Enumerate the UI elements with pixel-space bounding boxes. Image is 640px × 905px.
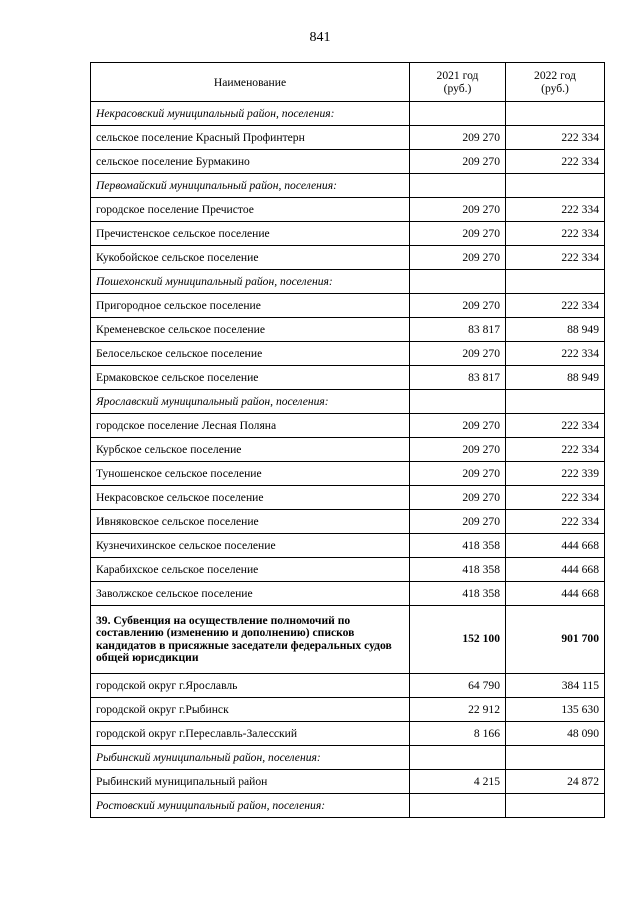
table-row xyxy=(91,462,605,486)
row-value-2021: 209 270 xyxy=(410,438,506,462)
row-name: Карабихское сельское поселение xyxy=(91,558,410,582)
row-value-2022: 384 115 xyxy=(506,674,605,698)
row-value-2022: 222 334 xyxy=(506,126,605,150)
row-value-2021: 209 270 xyxy=(410,294,506,318)
table-row xyxy=(91,534,605,558)
row-name: городское поселение Лесная Поляна xyxy=(91,414,410,438)
row-name: городской округ г.Рыбинск xyxy=(91,698,410,722)
budget-table xyxy=(90,62,605,818)
row-name: 39. Субвенция на осуществление полномочий по составлению (изменению и дополнению) списков кандидатов в присяжные заседатели федеральных судов общей юрисдикции xyxy=(91,606,410,674)
row-name: Рыбинский муниципальный район, поселения: xyxy=(91,746,410,770)
row-name: Рыбинский муниципальный район xyxy=(91,770,410,794)
table-row xyxy=(91,222,605,246)
header-name: Наименование xyxy=(91,63,410,102)
table-row xyxy=(91,674,605,698)
group-header-row xyxy=(91,794,605,818)
row-value-2022: 444 668 xyxy=(506,558,605,582)
row-value-2021: 209 270 xyxy=(410,126,506,150)
row-name: Ивняковское сельское поселение xyxy=(91,510,410,534)
table-row xyxy=(91,414,605,438)
table-row xyxy=(91,246,605,270)
row-value-2022: 88 949 xyxy=(506,366,605,390)
table-row xyxy=(91,318,605,342)
table-row xyxy=(91,198,605,222)
group-header-row xyxy=(91,174,605,198)
table-row xyxy=(91,770,605,794)
row-value-2021: 209 270 xyxy=(410,246,506,270)
section-total-row xyxy=(91,606,605,674)
row-value-2022: 444 668 xyxy=(506,582,605,606)
row-name: Пошехонский муниципальный район, поселения: xyxy=(91,270,410,294)
page-number: 841 xyxy=(309,30,331,45)
row-value-2021 xyxy=(410,794,506,818)
table-row xyxy=(91,126,605,150)
row-value-2022: 24 872 xyxy=(506,770,605,794)
row-value-2021: 209 270 xyxy=(410,486,506,510)
row-name: Туношенское сельское поселение xyxy=(91,462,410,486)
table-body xyxy=(91,102,605,818)
row-name: Кукобойское сельское поселение xyxy=(91,246,410,270)
row-value-2022: 222 334 xyxy=(506,246,605,270)
row-name: Пречистенское сельское поселение xyxy=(91,222,410,246)
row-name: сельское поселение Красный Профинтерн xyxy=(91,126,410,150)
row-name: городской округ г.Ярославль xyxy=(91,674,410,698)
group-header-row xyxy=(91,390,605,414)
row-name: Заволжское сельское поселение xyxy=(91,582,410,606)
header-2022-year: 2022 год xyxy=(534,69,576,82)
row-value-2022: 88 949 xyxy=(506,318,605,342)
table-row xyxy=(91,698,605,722)
group-header-row xyxy=(91,746,605,770)
row-name: Кременевское сельское поселение xyxy=(91,318,410,342)
row-value-2021: 209 270 xyxy=(410,150,506,174)
header-2021 xyxy=(410,63,506,102)
table-row xyxy=(91,366,605,390)
group-header-row xyxy=(91,270,605,294)
row-value-2021 xyxy=(410,746,506,770)
row-value-2022 xyxy=(506,174,605,198)
row-value-2022: 222 334 xyxy=(506,342,605,366)
header-2022-unit: (руб.) xyxy=(541,82,569,95)
row-name: Некрасовский муниципальный район, поселения: xyxy=(91,102,410,126)
row-value-2021: 83 817 xyxy=(410,366,506,390)
row-value-2022: 444 668 xyxy=(506,534,605,558)
row-value-2021: 8 166 xyxy=(410,722,506,746)
row-name: Ярославский муниципальный район, поселения: xyxy=(91,390,410,414)
row-value-2022 xyxy=(506,270,605,294)
row-value-2021 xyxy=(410,102,506,126)
row-name: Белосельское сельское поселение xyxy=(91,342,410,366)
table-row xyxy=(91,722,605,746)
row-value-2022: 222 334 xyxy=(506,150,605,174)
row-value-2022: 48 090 xyxy=(506,722,605,746)
table-row xyxy=(91,582,605,606)
row-value-2021: 209 270 xyxy=(410,198,506,222)
table-header xyxy=(91,63,605,102)
row-value-2021 xyxy=(410,270,506,294)
row-value-2022: 222 334 xyxy=(506,294,605,318)
row-value-2022 xyxy=(506,102,605,126)
row-value-2021: 209 270 xyxy=(410,414,506,438)
table-row xyxy=(91,150,605,174)
row-value-2022 xyxy=(506,390,605,414)
header-2021-unit: (руб.) xyxy=(443,82,472,95)
header-2021-year: 2021 год xyxy=(436,69,479,82)
row-name: Ростовский муниципальный район, поселения: xyxy=(91,794,410,818)
row-name: Курбское сельское поселение xyxy=(91,438,410,462)
row-value-2022: 222 339 xyxy=(506,462,605,486)
row-value-2021 xyxy=(410,390,506,414)
row-value-2022 xyxy=(506,794,605,818)
row-name: городское поселение Пречистое xyxy=(91,198,410,222)
row-value-2021: 152 100 xyxy=(410,606,506,674)
table-row xyxy=(91,486,605,510)
table-row xyxy=(91,558,605,582)
table-row xyxy=(91,342,605,366)
row-name: Пригородное сельское поселение xyxy=(91,294,410,318)
table-row xyxy=(91,510,605,534)
row-name: Кузнечихинское сельское поселение xyxy=(91,534,410,558)
row-value-2021: 209 270 xyxy=(410,462,506,486)
row-value-2021: 64 790 xyxy=(410,674,506,698)
row-value-2022 xyxy=(506,746,605,770)
row-value-2021: 418 358 xyxy=(410,558,506,582)
row-value-2021: 418 358 xyxy=(410,582,506,606)
table-row xyxy=(91,294,605,318)
row-value-2022: 222 334 xyxy=(506,414,605,438)
row-value-2021: 209 270 xyxy=(410,222,506,246)
row-name: Некрасовское сельское поселение xyxy=(91,486,410,510)
row-value-2022: 222 334 xyxy=(506,486,605,510)
row-value-2022: 901 700 xyxy=(506,606,605,674)
row-name: Ермаковское сельское поселение xyxy=(91,366,410,390)
row-value-2021 xyxy=(410,174,506,198)
group-header-row xyxy=(91,102,605,126)
row-value-2022: 135 630 xyxy=(506,698,605,722)
row-value-2021: 209 270 xyxy=(410,510,506,534)
row-value-2021: 22 912 xyxy=(410,698,506,722)
row-value-2022: 222 334 xyxy=(506,510,605,534)
row-value-2021: 209 270 xyxy=(410,342,506,366)
row-name: Первомайский муниципальный район, поселения: xyxy=(91,174,410,198)
row-value-2022: 222 334 xyxy=(506,198,605,222)
row-name: сельское поселение Бурмакино xyxy=(91,150,410,174)
row-value-2021: 418 358 xyxy=(410,534,506,558)
row-name: городской округ г.Переславль-Залесский xyxy=(91,722,410,746)
table-row xyxy=(91,438,605,462)
row-value-2021: 4 215 xyxy=(410,770,506,794)
row-value-2022: 222 334 xyxy=(506,438,605,462)
row-value-2021: 83 817 xyxy=(410,318,506,342)
row-value-2022: 222 334 xyxy=(506,222,605,246)
header-2022 xyxy=(506,63,605,102)
